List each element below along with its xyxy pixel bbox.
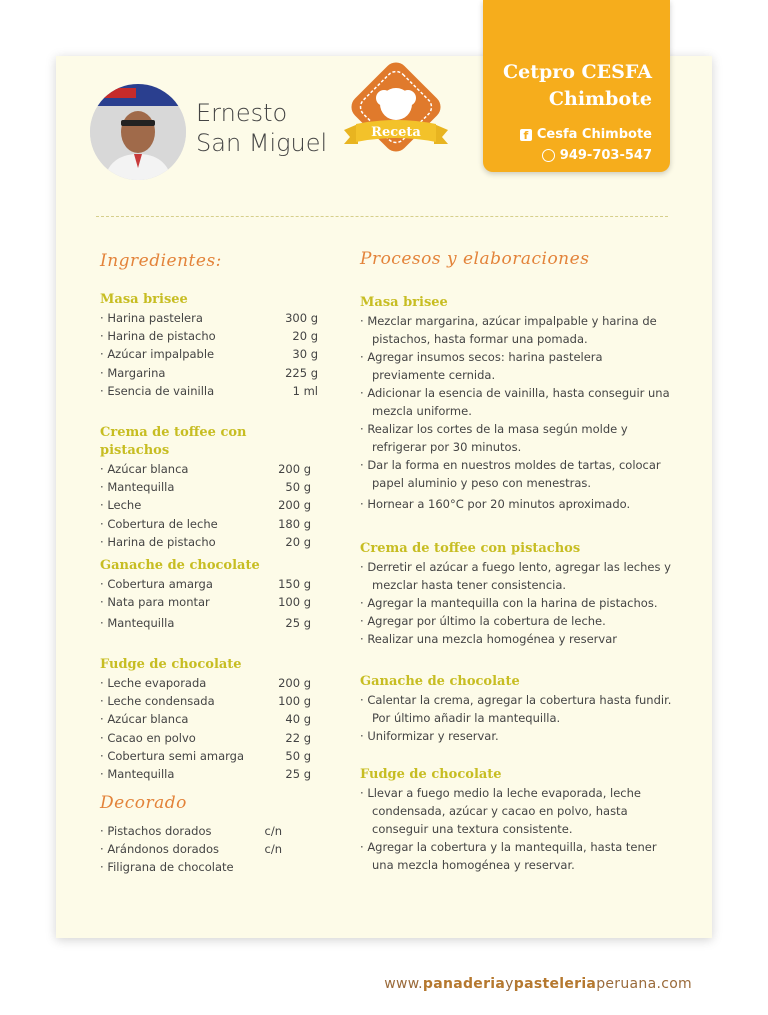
ingredient-row: · Azúcar impalpable 30 g xyxy=(100,345,318,363)
process-step: · Agregar la mantequilla con la harina de pistachos. xyxy=(360,594,676,612)
ingredient-row: · Cobertura amarga 150 g xyxy=(100,575,311,593)
ingredient-row: · Cacao en polvo 22 g xyxy=(100,729,311,747)
decorado-list xyxy=(100,822,282,877)
processes-title: Procesos y elaboraciones xyxy=(360,249,590,269)
author-first-name: Ernesto xyxy=(196,99,288,127)
decorado-row: · Arándonos dorados c/n xyxy=(100,840,282,858)
process-step: · Uniformizar y reservar. xyxy=(360,727,676,745)
process-step: · Dar la forma en nuestros moldes de tartas, colocar papel aluminio y peso con menestras. xyxy=(360,456,676,492)
receta-badge xyxy=(336,62,456,172)
process-step: · Llevar a fuego medio la leche evaporada, leche condensada, azúcar y cacao en polvo, hasta conseguir una textura consistente. xyxy=(360,784,676,838)
whatsapp-icon xyxy=(542,149,555,162)
ingredients-group-masa xyxy=(100,291,318,400)
decorado-title: Decorado xyxy=(100,793,187,813)
ingredient-row: · Mantequilla 25 g xyxy=(100,614,311,632)
author-last-name: San Miguel xyxy=(196,129,328,157)
author-name xyxy=(196,98,327,158)
ingredients-group-title: Ganache de chocolate xyxy=(100,558,260,573)
process-step: · Derretir el azúcar a fuego lento, agregar las leches y mezclar hasta tener consistencia. xyxy=(360,558,676,594)
process-step: · Adicionar la esencia de vainilla, hasta conseguir una mezcla uniforme. xyxy=(360,384,676,420)
ingredient-row: · Leche evaporada 200 g xyxy=(100,674,311,692)
process-group-masa xyxy=(360,294,676,513)
ingredient-row: · Margarina 225 g xyxy=(100,364,318,382)
process-group-ganache xyxy=(360,673,676,745)
ingredient-row: · Nata para montar 100 g xyxy=(100,593,311,611)
process-step: · Realizar los cortes de la masa según molde y refrigerar por 30 minutos. xyxy=(360,420,676,456)
decorado-row: · Filigrana de chocolate xyxy=(100,858,282,876)
process-step: · Agregar la cobertura y la mantequilla, hasta tener una mezcla homogénea y reservar. xyxy=(360,838,676,874)
author-photo xyxy=(90,84,186,180)
decorado-row: · Pistachos dorados c/n xyxy=(100,822,282,840)
ingredient-row: · Mantequilla 25 g xyxy=(100,765,311,783)
ingredient-row: · Harina de pistacho 20 g xyxy=(100,327,318,345)
process-group-title: Fudge de chocolate xyxy=(360,767,502,782)
ingredient-row: · Azúcar blanca 40 g xyxy=(100,710,311,728)
ingredient-row: · Leche condensada 100 g xyxy=(100,692,311,710)
ingredient-row: · Cobertura semi amarga 50 g xyxy=(100,747,311,765)
facebook-name: Cesfa Chimbote xyxy=(536,127,652,142)
dashed-divider xyxy=(96,216,668,217)
org-box xyxy=(483,0,670,172)
process-group-title: Ganache de chocolate xyxy=(360,674,520,689)
ingredients-group-title: Fudge de chocolate xyxy=(100,657,242,672)
ingredient-row: · Esencia de vainilla 1 ml xyxy=(100,382,318,400)
process-group-title: Masa brisee xyxy=(360,295,448,310)
facebook-link[interactable] xyxy=(483,124,652,145)
ingredients-group-fudge xyxy=(100,656,311,783)
ingredients-group-ganache xyxy=(100,557,311,633)
process-step: · Realizar una mezcla homogénea y reservar xyxy=(360,630,676,648)
ingredient-row: · Cobertura de leche 180 g xyxy=(100,515,311,533)
process-group-fudge xyxy=(360,766,676,874)
ingredients-group-title: Crema de toffee con pistachos xyxy=(100,425,247,458)
process-group-crema xyxy=(360,540,676,648)
social-links xyxy=(483,124,652,166)
ingredients-group-crema xyxy=(100,424,311,551)
process-group-title: Crema de toffee con pistachos xyxy=(360,541,581,556)
ingredient-row: · Azúcar blanca 200 g xyxy=(100,460,311,478)
org-title: Cetpro CESFA Chimbote xyxy=(502,61,652,110)
process-step: · Hornear a 160°C por 20 minutos aproximado. xyxy=(360,495,676,513)
ingredients-title: Ingredientes: xyxy=(100,251,222,271)
ingredient-row: · Leche 200 g xyxy=(100,496,311,514)
whatsapp-number: 949-703-547 xyxy=(559,148,652,163)
process-step: · Agregar insumos secos: harina pastelera previamente cernida. xyxy=(360,348,676,384)
whatsapp-link[interactable] xyxy=(483,145,652,166)
ingredient-row: · Harina de pistacho 20 g xyxy=(100,533,311,551)
ingredient-row: · Mantequilla 50 g xyxy=(100,478,311,496)
process-step: · Calentar la crema, agregar la cobertura hasta fundir. Por último añadir la mantequilla. xyxy=(360,691,676,727)
badge-label: Receta xyxy=(371,125,421,140)
process-step: · Mezclar margarina, azúcar impalpable y harina de pistachos, hasta formar una pomada. xyxy=(360,312,676,348)
ingredient-row: · Harina pastelera 300 g xyxy=(100,309,318,327)
website-link[interactable]: www.panaderiaypasteleriaperuana.com xyxy=(384,976,692,992)
process-step: · Agregar por último la cobertura de leche. xyxy=(360,612,676,630)
facebook-icon: f xyxy=(520,129,532,141)
ingredients-group-title: Masa brisee xyxy=(100,292,188,307)
